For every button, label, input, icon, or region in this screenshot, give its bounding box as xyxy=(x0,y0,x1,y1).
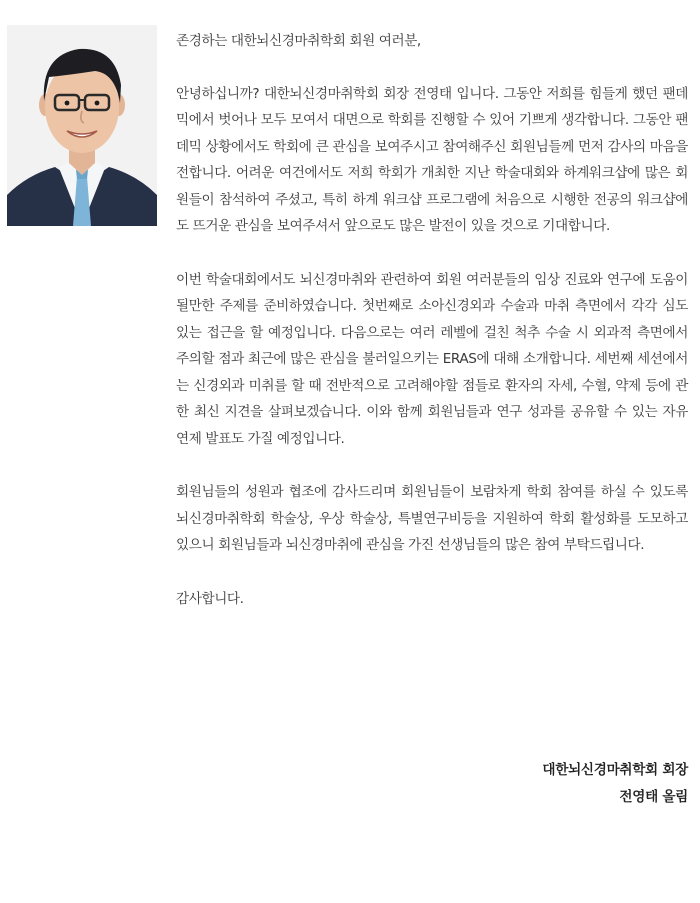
letter-greeting: 존경하는 대한뇌신경마취학회 회원 여러분, xyxy=(176,33,421,49)
president-portrait xyxy=(7,25,157,226)
greeting-letter xyxy=(176,28,688,639)
signature-block xyxy=(542,757,688,811)
signature-name: 전영태 올림 xyxy=(619,789,688,805)
letter-paragraph-1: 안녕하십니까? 대한뇌신경마취학회 회장 전영태 입니다. 그동안 저희를 힘들게 했던 팬데믹에서 벗어나 모두 모여서 대면으로 학회를 진행할 수 있어 기쁘게 생각합니다. 그동안 팬데믹 상황에서도 학회에 큰 관심을 보여주시고 참여해주신 회원님들께 먼저 감사의 마음을 전합니다. 어려운 여건에서도 저희 학회가 개최한 지난 학술대회와 하계워크샵에 많은 회원들이 참석하여 주셨고, 특히 하계 워크샵 프로그램에 처음으로 시행한 전공의 워크샵에도 뜨거운 관심을 보여주셔서 앞으로도 많은 발전이 있을 것으로 기대합니다. xyxy=(176,85,688,234)
signature-title: 대한뇌신경마취학회 회장 xyxy=(542,762,688,778)
president-portrait-image xyxy=(7,25,157,226)
letter-closing: 감사합니다. xyxy=(176,590,244,607)
letter-paragraph-3: 회원님들의 성원과 협조에 감사드리며 회원님들이 보람차게 학회 참여를 하실 수 있도록 뇌신경마취학회 학술상, 우상 학술상, 특별연구비등을 지원하여 학회 활성화를 도모하고 있으니 회원님들과 뇌신경마취에 관심을 가진 선생님들의 많은 참여 부탁드립니다. xyxy=(176,484,688,553)
letter-paragraph-2: 이번 학술대회에서도 뇌신경마취와 관련하여 회원 여러분들의 임상 진료와 연구에 도움이 될만한 주제를 준비하였습니다. 첫번째로 소아신경외과 수술과 마취 측면에서 각각 심도 있는 접근을 할 예정입니다. 다음으로는 여러 레벨에 걸친 척추 수술 시 외과적 측면에서 주의할 점과 최근에 많은 관심을 불러일으키는 ERAS에 대해 소개합니다. 세번째 세션에서는 신경외과 미취를 할 때 전반적으로 고려해야할 점들로 환자의 자세, 수혈, 약제 등에 관한 최신 지견을 살펴보겠습니다. 이와 함께 회원님들과 연구 성과를 공유할 수 있는 자유 연제 발표도 가질 예정입니다. xyxy=(176,271,688,447)
